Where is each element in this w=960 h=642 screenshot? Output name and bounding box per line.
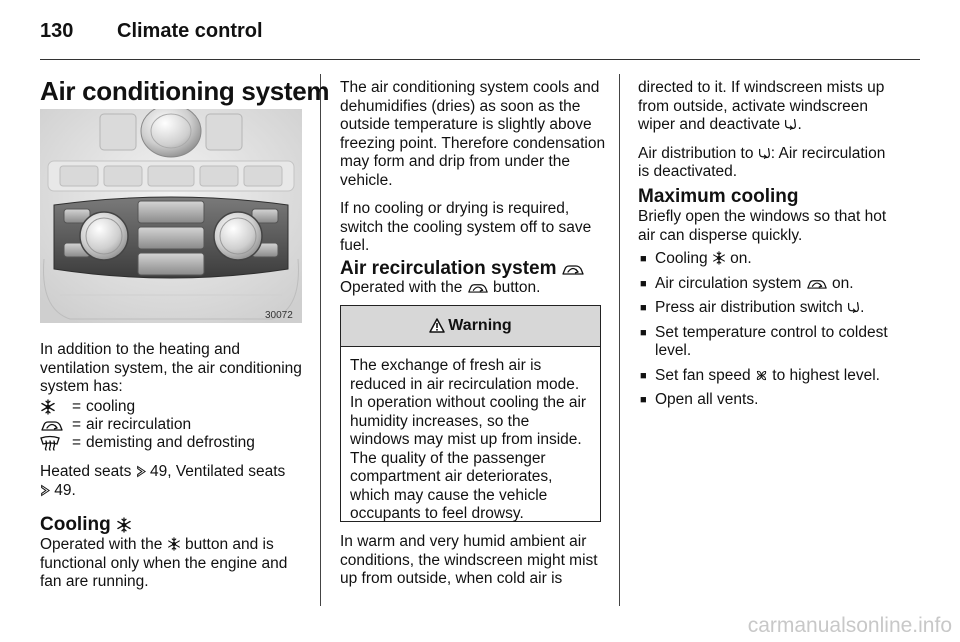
ac-description: The air conditioning system cools and dehumidifies (dries) as soon as the outside temperature is slightly above freezing point. Therefore condensation may form and drip from under the vehicle. bbox=[340, 79, 606, 189]
warning-header: Warning bbox=[341, 306, 600, 347]
snowflake-icon bbox=[116, 517, 132, 533]
list-item: ■ Air circulation system on. bbox=[638, 275, 900, 294]
maximum-cooling-steps bbox=[638, 250, 900, 416]
main-title: Air conditioning system bbox=[40, 76, 330, 106]
header-rule bbox=[40, 59, 920, 60]
cooling-heading: Cooling bbox=[40, 514, 132, 536]
maximum-cooling-heading: Maximum cooling bbox=[638, 186, 799, 207]
maximum-cooling-intro: Briefly open the windows so that hot air can disperse quickly. bbox=[638, 208, 887, 244]
list-item: ■ Set temperature control to coldest level. bbox=[638, 324, 900, 361]
windscreen-footwell-icon bbox=[784, 118, 797, 131]
air-distribution-text: Air distribution to : Air recirculation is deactivated. bbox=[638, 144, 886, 180]
footwell-icon bbox=[847, 301, 860, 314]
list-item: ■ Set fan speed to highest level. bbox=[638, 367, 900, 386]
recirculation-icon bbox=[40, 418, 64, 432]
page-reference-icon bbox=[40, 484, 50, 497]
page-number: 130 bbox=[40, 20, 74, 42]
snowflake-icon bbox=[40, 399, 56, 415]
climate-control-panel-photo bbox=[40, 109, 302, 323]
recirculation-icon bbox=[467, 281, 489, 294]
humid-conditions-text: In warm and very humid ambient air conditions, the windscreen might mist up from outside, when cold air is bbox=[340, 533, 598, 587]
section-title: Climate control bbox=[117, 20, 263, 42]
definition-cooling: = cooling bbox=[40, 398, 310, 416]
snowflake-icon bbox=[712, 251, 726, 265]
defrost-icon bbox=[40, 435, 60, 451]
column2-text bbox=[340, 79, 606, 266]
windscreen-footwell-icon bbox=[758, 147, 771, 160]
fan-icon bbox=[755, 369, 768, 382]
seats-reference: Heated seats 49, Ventilated seats 49. bbox=[40, 463, 286, 499]
warning-text: The exchange of fresh air is reduced in air recirculation mode. In operation without cooling the air humidity increases, so the windows may mist up from inside. The quality of the passenger compartment air deteriorates, which may cause the vehicle occupants to feel drowsy. bbox=[350, 357, 587, 522]
recirculation-icon bbox=[561, 262, 585, 276]
list-item: ■ Press air distribution switch . bbox=[638, 299, 900, 318]
mist-text: directed to it. If windscreen mists up from outside, activate windscreen wiper and deactivate . bbox=[638, 79, 885, 133]
switch-off-advice: If no cooling or drying is required, switch the cooling system off to save fuel. bbox=[340, 200, 592, 254]
list-item: ■ Cooling on. bbox=[638, 250, 900, 269]
list-item: ■ Open all vents. bbox=[638, 391, 900, 410]
cooling-text: Operated with the button and is functional only when the engine and fan are running. bbox=[40, 536, 288, 590]
figure-number: 30072 bbox=[265, 310, 293, 321]
watermark: carmanualsonline.info bbox=[747, 614, 952, 637]
snowflake-icon bbox=[167, 537, 181, 551]
intro-text: In addition to the heating and ventilation system, the air conditioning system has: bbox=[40, 341, 302, 395]
recirculation-text: Operated with the button. bbox=[340, 279, 541, 296]
column-divider-2 bbox=[619, 74, 620, 606]
warning-box bbox=[340, 305, 601, 522]
recirculation-heading: Air recirculation system bbox=[340, 258, 585, 280]
definition-recirculation: = air recirculation bbox=[40, 416, 310, 434]
definition-defrost: = demisting and defrosting bbox=[40, 434, 310, 452]
page-reference-icon bbox=[136, 465, 146, 478]
warning-triangle-icon bbox=[429, 318, 445, 334]
recirculation-icon bbox=[806, 277, 828, 290]
column3-text bbox=[638, 79, 900, 192]
column-divider-1 bbox=[320, 74, 321, 606]
